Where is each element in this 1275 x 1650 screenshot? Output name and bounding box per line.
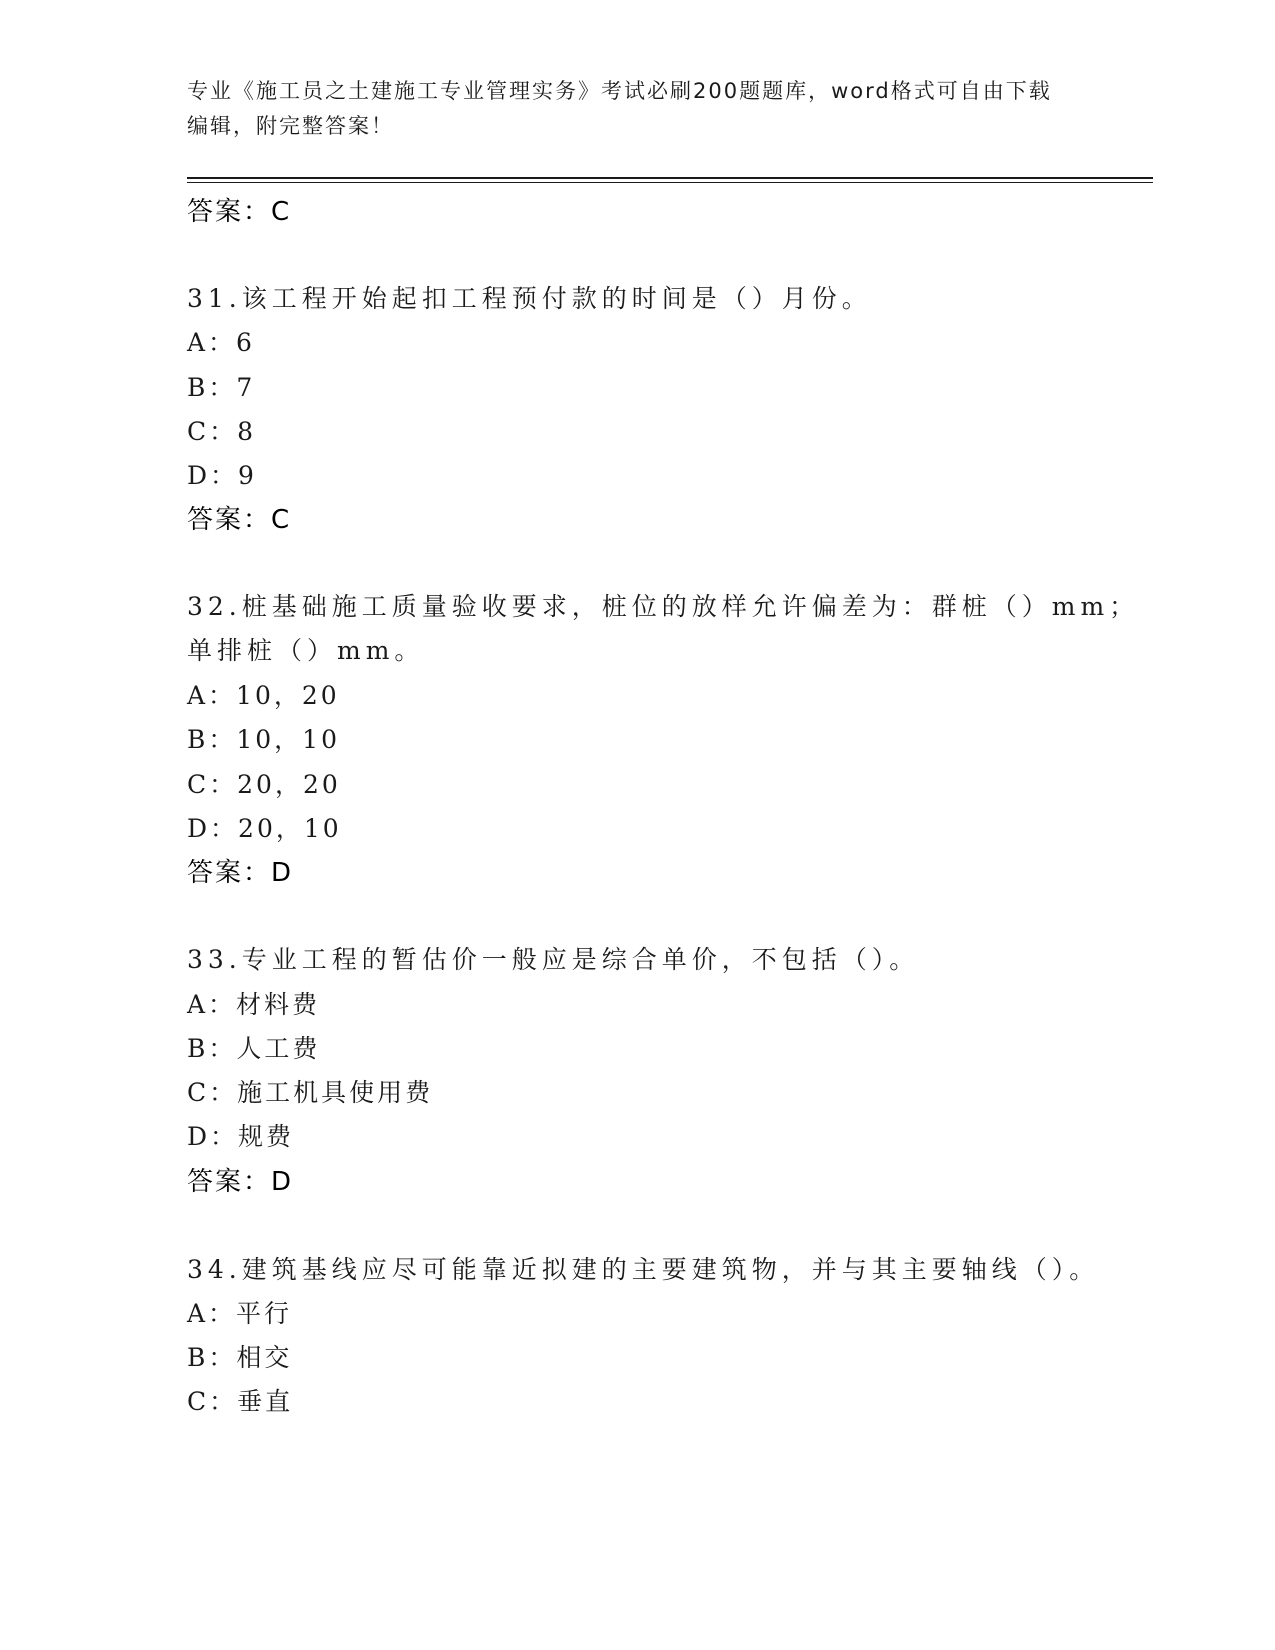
answer-31: 答案：C (187, 505, 292, 535)
question-31: 31.该工程开始起扣工程预付款的时间是（）月份。 (187, 284, 872, 313)
q32-option-a: A：10，20 (187, 681, 340, 710)
q31-option-b: B：7 (187, 373, 256, 402)
answer-30: 答案：C (187, 197, 292, 227)
document-header: 专业《施工员之土建施工专业管理实务》考试必刷200题题库，word格式可自由下载编辑，附完整答案！ (187, 79, 1052, 138)
q33-option-d: D：规费 (187, 1122, 295, 1151)
header-divider-thin (187, 182, 1153, 183)
question-33: 33.专业工程的暂估价一般应是综合单价，不包括（）。 (187, 945, 920, 974)
answer-33: 答案：D (187, 1167, 294, 1197)
q33-option-c: C：施工机具使用费 (187, 1078, 434, 1107)
q31-option-d: D：9 (187, 461, 257, 490)
q31-option-a: A：6 (187, 328, 255, 357)
q34-option-a: A：平行 (187, 1299, 293, 1328)
q32-option-c: C：20，20 (187, 770, 341, 799)
q33-option-a: A：材料费 (187, 990, 321, 1019)
answer-32: 答案：D (187, 858, 294, 888)
q34-option-c: C：垂直 (187, 1387, 294, 1416)
q32-option-b: B：10，10 (187, 725, 340, 754)
question-32-line-2: 单排桩（）mm。 (187, 636, 425, 665)
q34-option-b: B：相交 (187, 1343, 293, 1372)
q31-option-c: C：8 (187, 417, 257, 446)
question-34: 34.建筑基线应尽可能靠近拟建的主要建筑物，并与其主要轴线（）。 (187, 1255, 1100, 1284)
q32-option-d: D：20，10 (187, 814, 342, 843)
question-32-line-1: 32.桩基础施工质量验收要求，桩位的放样允许偏差为：群桩（）mm； (187, 592, 1140, 621)
header-divider-thick (187, 177, 1153, 179)
q33-option-b: B：人工费 (187, 1034, 321, 1063)
